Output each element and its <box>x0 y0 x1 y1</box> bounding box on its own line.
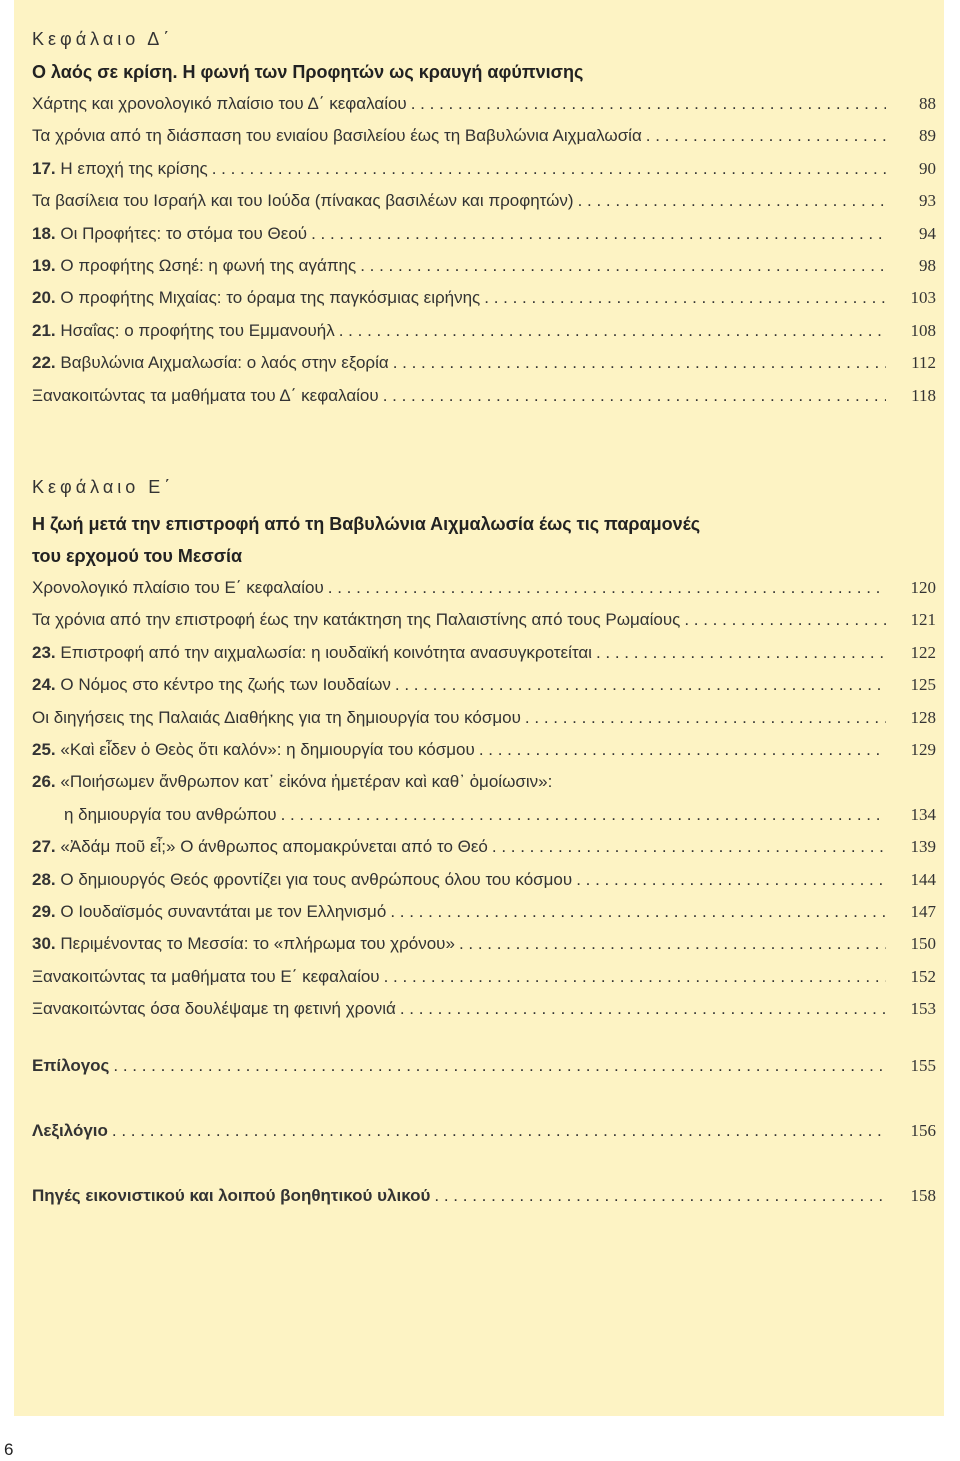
toc-entry-page: 128 <box>910 707 936 727</box>
dot-leader <box>328 572 886 604</box>
toc-entry <box>32 604 936 636</box>
toc-entry-text: η δημιουργία του ανθρώπου <box>64 804 277 824</box>
toc-entry-title <box>32 185 574 217</box>
dot-leader <box>112 1115 886 1147</box>
toc-entry-text: Ξανακοιτώντας τα μαθήματα του Ε΄ κεφαλαίου <box>32 966 380 986</box>
toc-entry-number: 29. <box>32 901 56 921</box>
backmatter-section <box>32 1050 936 1245</box>
toc-entry-title <box>32 896 386 928</box>
toc-entry <box>32 734 936 766</box>
toc-entry-title <box>32 799 277 831</box>
toc-entry-text: Οι διηγήσεις της Παλαιάς Διαθήκης για τη δημιουργία του κόσμου <box>32 707 521 727</box>
toc-entry <box>32 637 936 669</box>
toc-entry-text: Περιμένοντας το Μεσσία: το «πλήρωμα του χρόνου» <box>60 934 455 954</box>
toc-entry-text: «Ἀδάμ ποῦ εἶ;» Ο άνθρωπος απομακρύνεται από το Θεό <box>60 837 488 857</box>
toc-entry <box>32 282 936 314</box>
dot-leader <box>311 218 886 250</box>
toc-entry-text: Ο Ιουδαϊσμός συναντάται με τον Ελληνισμό <box>60 901 387 921</box>
toc-entry-number: 19. <box>32 255 56 275</box>
dot-leader <box>434 1180 886 1212</box>
toc-entry-text: Η εποχή της κρίσης <box>60 158 208 178</box>
toc-entry <box>32 928 936 960</box>
toc-entry <box>32 120 936 152</box>
toc-entry <box>32 315 936 347</box>
backmatter-entry-title: Λεξιλόγιο <box>32 1121 108 1140</box>
dot-leader <box>281 799 886 831</box>
toc-entry-number: 28. <box>32 869 56 889</box>
toc-entry <box>32 185 936 217</box>
toc-entry-text: Ξανακοιτώντας όσα δουλέψαμε τη φετινή χρονιά <box>32 999 396 1019</box>
dot-leader <box>684 604 886 636</box>
toc-entry-text: Ο προφήτης Ωσηέ: η φωνή της αγάπης <box>60 255 357 275</box>
toc-entry-text: Ο Νόμος στο κέντρο της ζωής των Ιουδαίων <box>60 675 391 695</box>
toc-entry-number: 24. <box>32 675 56 695</box>
dot-leader <box>383 380 886 412</box>
dot-leader <box>390 896 886 928</box>
toc-entry-title <box>32 250 356 282</box>
chapter-e-entries <box>32 572 936 1025</box>
toc-entry <box>32 88 936 120</box>
toc-entry-page: 103 <box>910 288 936 308</box>
toc-entry-title <box>32 380 379 412</box>
toc-entry-page: 98 <box>919 255 936 275</box>
toc-entry-number: 30. <box>32 934 56 954</box>
chapter-e-title-line1: Η ζωή μετά την επιστροφή από τη Βαβυλώνια Αιχμαλωσία έως τις παραμονές <box>32 514 701 534</box>
toc-entry-text: Τα χρόνια από τη διάσπαση του ενιαίου βασιλείου έως τη Βαβυλώνια Αιχμαλωσία <box>32 126 642 146</box>
toc-entry-text: Ο προφήτης Μιχαίας: το όραμα της παγκόσμιας ειρήνης <box>60 288 481 308</box>
toc-entry <box>32 380 936 412</box>
backmatter-entry <box>32 1050 936 1082</box>
backmatter-entries <box>32 1050 936 1212</box>
toc-entry-title <box>32 347 389 379</box>
toc-entry <box>32 702 936 734</box>
toc-entry-text: Βαβυλώνια Αιχμαλωσία: ο λαός στην εξορία <box>60 353 389 373</box>
dot-leader <box>646 120 886 152</box>
toc-entry-text: Οι Προφήτες: το στόμα του Θεού <box>60 223 308 243</box>
toc-entry-page: 118 <box>911 385 936 405</box>
toc-entry-page: 88 <box>919 94 936 113</box>
dot-leader <box>393 347 886 379</box>
toc-entry-page: 90 <box>919 158 936 178</box>
toc-entry-title <box>32 831 488 863</box>
toc-entry-number: 17. <box>32 158 56 178</box>
toc-entry-page: 129 <box>910 739 936 759</box>
toc-entry <box>32 218 936 250</box>
backmatter-entry <box>32 1180 936 1212</box>
toc-entry-number: 18. <box>32 223 56 243</box>
chapter-d-entries <box>32 88 936 412</box>
toc-entry-page: 144 <box>910 869 936 889</box>
toc-entry-title <box>32 928 455 960</box>
toc-entry-title <box>32 282 480 314</box>
dot-leader <box>525 702 886 734</box>
toc-entry <box>32 347 936 379</box>
toc-entry <box>32 669 936 701</box>
dot-leader <box>411 88 886 120</box>
toc-entry-text: «Καὶ εἶδεν ὁ Θεὸς ὅτι καλόν»: η δημιουργία του κόσμου <box>60 739 475 759</box>
toc-entry-number: 22. <box>32 353 56 373</box>
toc-entry-text: Τα βασίλεια του Ισραήλ και του Ιούδα (πίνακας βασιλέων και προφητών) <box>32 191 574 211</box>
dot-leader <box>212 153 886 185</box>
toc-entry <box>32 896 936 928</box>
toc-entry-page: 152 <box>910 966 936 986</box>
toc-entry-page: 125 <box>910 675 936 695</box>
toc-entry <box>32 799 936 831</box>
toc-entry <box>32 961 936 993</box>
page-number: 6 <box>4 1440 14 1459</box>
backmatter-entry-page: 155 <box>910 1056 936 1075</box>
toc-entry-title <box>32 572 324 604</box>
dot-leader <box>113 1050 886 1082</box>
backmatter-entry-page: 158 <box>910 1186 936 1205</box>
toc-entry-page: 122 <box>910 642 936 662</box>
toc-entry-page: 108 <box>910 320 936 340</box>
toc-entry-text: Τα χρόνια από την επιστροφή έως την κατάκτηση της Παλαιστίνης από τους Ρωμαίους <box>32 610 681 630</box>
toc-entry <box>32 250 936 282</box>
toc-entry-text: «Ποιήσωμεν ἄνθρωπον κατ᾽ εἰκόνα ἡμετέραν καὶ καθ᾽ ὁμοίωσιν»: <box>60 772 553 792</box>
toc-entry-title <box>32 669 391 701</box>
chapter-e-label: Κεφάλαιο Ε΄ <box>32 477 175 497</box>
toc-entry-title <box>32 315 335 347</box>
backmatter-entry-title: Πηγές εικονιστικού και λοιπού βοηθητικού υλικού <box>32 1186 431 1205</box>
backmatter-entry-page: 156 <box>910 1121 936 1140</box>
toc-entry-text: Χρονολογικό πλαίσιο του Ε΄ κεφαλαίου <box>32 578 324 597</box>
dot-leader <box>395 669 886 701</box>
toc-entry <box>32 831 936 863</box>
toc-entry-text: Ησαΐας: ο προφήτης του Εμμανουήλ <box>60 320 335 340</box>
toc-entry-text: Επιστροφή από την αιχμαλωσία: η ιουδαϊκή κοινότητα ανασυγκροτείται <box>60 642 592 662</box>
toc-entry-title <box>32 218 307 250</box>
toc-entry-title <box>32 604 680 636</box>
toc-entry-text: Ο δημιουργός Θεός φροντίζει για τους ανθρώπους όλου του κόσμου <box>60 869 573 889</box>
toc-entry <box>32 993 936 1025</box>
dot-leader <box>400 993 886 1025</box>
toc-entry-text: Χάρτης και χρονολογικό πλαίσιο του Δ΄ κεφαλαίου <box>32 94 407 113</box>
toc-entry-title <box>32 88 407 120</box>
chapter-d-section <box>32 22 936 412</box>
dot-leader <box>576 864 886 896</box>
backmatter-entry <box>32 1115 936 1147</box>
toc-entry-text: Ξανακοιτώντας τα μαθήματα του Δ΄ κεφαλαίου <box>32 385 379 405</box>
toc-entry-number: 25. <box>32 739 56 759</box>
dot-leader <box>360 250 886 282</box>
toc-entry-page: 112 <box>911 353 936 373</box>
toc-entry-page: 93 <box>919 191 936 211</box>
dot-leader <box>492 831 886 863</box>
toc-entry-title <box>32 864 572 896</box>
toc-entry <box>32 153 936 185</box>
toc-entry <box>32 766 936 798</box>
toc-entry-page: 121 <box>910 610 936 630</box>
toc-entry-page: 94 <box>919 223 936 243</box>
toc-entry-number: 23. <box>32 642 56 662</box>
dot-leader <box>484 282 886 314</box>
chapter-e-section <box>32 470 936 1025</box>
toc-entry-title <box>32 961 380 993</box>
toc-entry-page: 134 <box>910 804 936 824</box>
toc-entry-page: 89 <box>919 126 936 146</box>
toc-entry-page: 139 <box>910 837 936 857</box>
dot-leader <box>479 734 886 766</box>
dot-leader <box>384 961 886 993</box>
toc-entry-title <box>32 734 475 766</box>
toc-entry-page: 153 <box>910 999 936 1019</box>
toc-entry-title <box>32 153 208 185</box>
toc-entry-number: 20. <box>32 288 56 308</box>
toc-entry-page: 150 <box>910 934 936 954</box>
toc-entry-title <box>32 766 552 798</box>
toc-entry-title <box>32 993 396 1025</box>
toc-entry <box>32 864 936 896</box>
dot-leader <box>596 637 886 669</box>
dot-leader <box>578 185 886 217</box>
toc-entry-number: 26. <box>32 772 56 792</box>
chapter-e-title-line2: του ερχομού του Μεσσία <box>32 546 243 566</box>
backmatter-entry-title: Επίλογος <box>32 1056 110 1075</box>
toc-entry-page: 147 <box>910 901 936 921</box>
chapter-d-title: Ο λαός σε κρίση. Η φωνή των Προφητών ως κραυγή αφύπνισης <box>32 62 584 82</box>
toc-entry-number: 27. <box>32 837 56 857</box>
toc-entry-title <box>32 637 592 669</box>
toc-entry-title <box>32 702 521 734</box>
toc-entry-number: 21. <box>32 320 56 340</box>
toc-entry <box>32 572 936 604</box>
chapter-d-label: Κεφάλαιο Δ΄ <box>32 29 174 49</box>
toc-entry-title <box>32 120 642 152</box>
dot-leader <box>459 928 886 960</box>
dot-leader <box>339 315 886 347</box>
toc-entry-page: 120 <box>910 578 936 597</box>
